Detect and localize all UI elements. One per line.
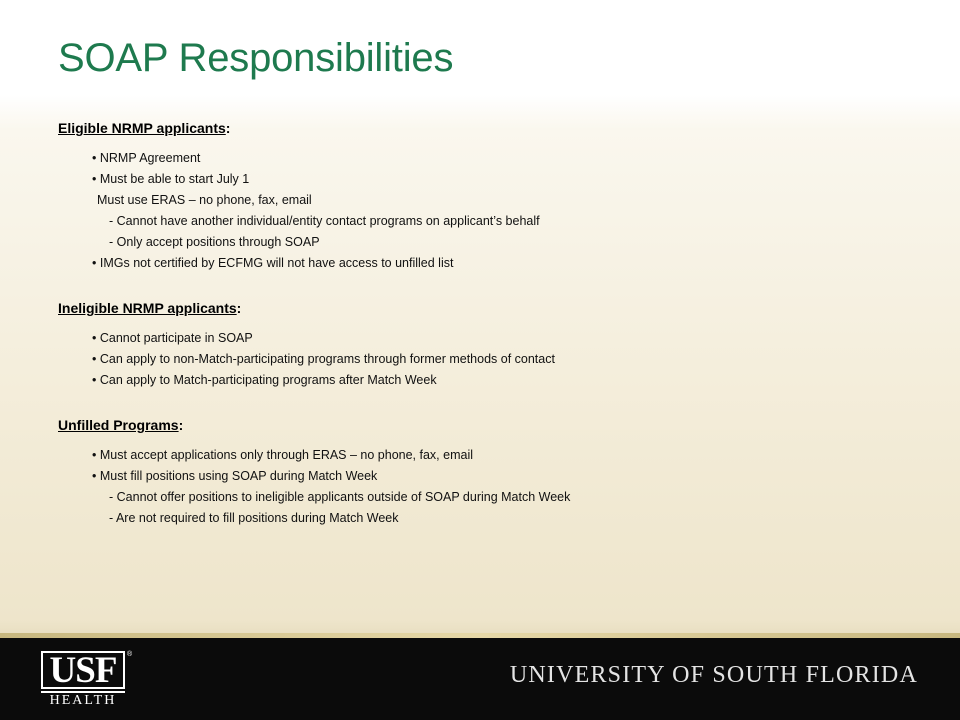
section-heading-unfilled: Unfilled Programs: [58,417,184,433]
list-subitem: - Are not required to fill positions during Match Week [109,511,399,525]
usf-health-logo [41,651,131,709]
university-name: UNIVERSITY OF SOUTH FLORIDA [509,662,918,688]
list-item: • IMGs not certified by ECFMG will not have access to unfilled list [92,256,454,270]
list-item: • NRMP Agreement [92,151,201,165]
list-subitem: - Cannot have another individual/entity contact programs on applicant’s behalf [109,214,540,228]
list-item: • Can apply to Match-participating programs after Match Week [92,373,437,387]
list-subitem: - Cannot offer positions to ineligible applicants outside of SOAP during Match Week [109,490,571,504]
list-item: • Must be able to start July 1 [92,172,250,186]
list-item: • Must fill positions using SOAP during Match Week [92,469,378,483]
list-item: • Cannot participate in SOAP [92,331,253,345]
slide-content [58,118,918,529]
list-item: • Can apply to non-Match-participating programs through former methods of contact [92,352,555,366]
list-item: • Must accept applications only through ERAS – no phone, fax, email [92,448,473,462]
list-item: Must use ERAS – no phone, fax, email [97,193,312,207]
list-subitem: - Only accept positions through SOAP [109,235,320,249]
logo-usf-text: USF [41,651,125,689]
logo-health-text: HEALTH [41,691,125,707]
slide-title: SOAP Responsibilities [58,36,454,80]
section-heading-ineligible: Ineligible NRMP applicants: [58,300,242,316]
section-heading-eligible: Eligible NRMP applicants: [58,120,231,136]
registered-mark: ® [127,651,133,658]
